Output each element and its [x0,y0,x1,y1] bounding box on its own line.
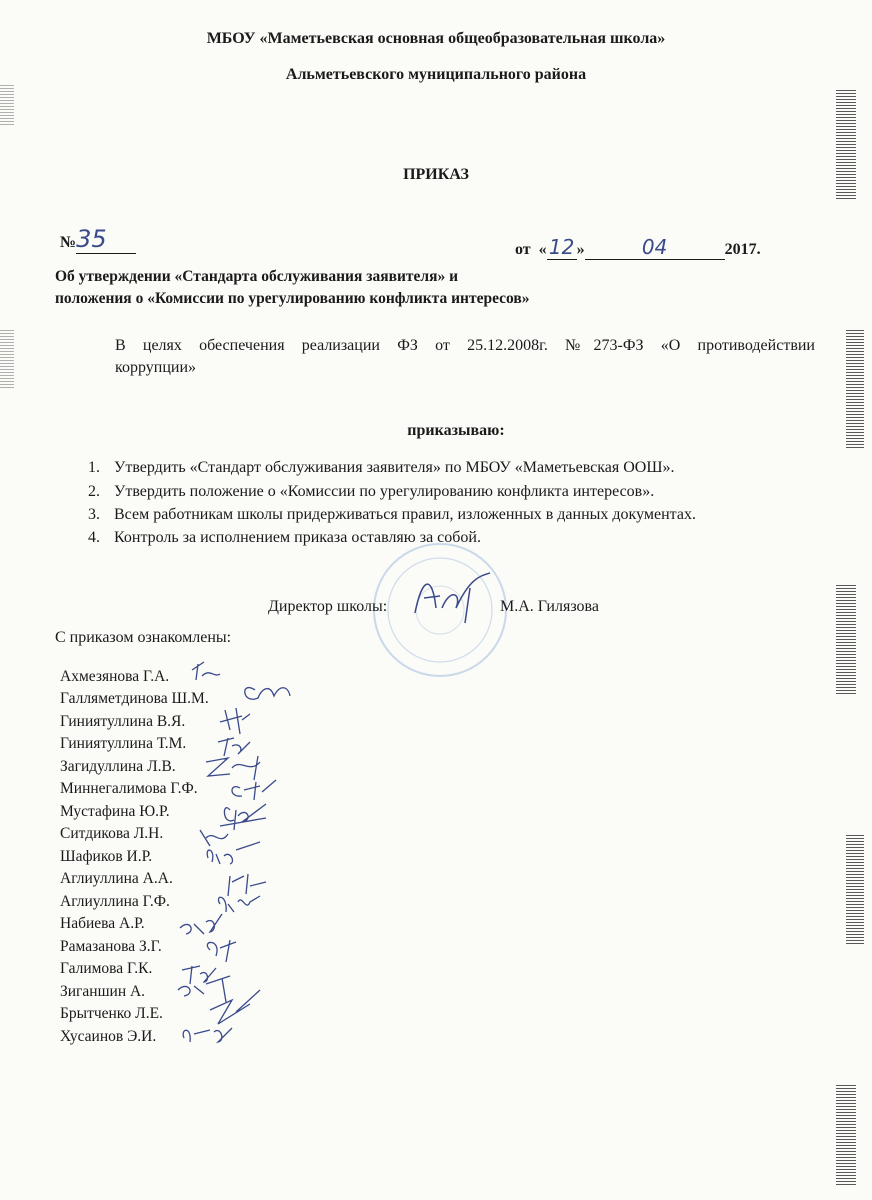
staff-name: Загидуллина Л.В. [60,758,176,775]
order-item-number: 1. [88,459,100,476]
number-handwritten: 35 [76,225,136,254]
order-item-number: 4. [88,529,100,546]
number-prefix: № [60,234,77,251]
date-year: 2017. [724,241,761,258]
staff-name: Шафиков И.Р. [60,848,153,865]
director-role: Директор школы: [268,598,388,615]
staff-name: Рамазанова З.Г. [60,938,162,955]
staff-name: Гиниятуллина Т.М. [60,735,187,752]
staff-name: Зиганшин А. [60,983,146,1000]
staff-name: Гиниятуллина В.Я. [60,713,186,730]
staff-name: Галимова Г.К. [60,960,153,977]
order-item-number: 3. [88,506,100,523]
date-day: 12 [547,235,577,260]
director-name: М.А. Гилязова [500,598,599,615]
acquainted-heading: С приказом ознакомлены: [55,629,232,646]
scan-edge-mark-left-mid [0,330,14,390]
date-month: 04 [585,235,725,260]
order-item-2 [88,483,654,501]
order-item-text: Утвердить положение о «Комиссии по урегулированию конфликта интересов». [114,483,655,500]
staff-signatures [170,650,310,1060]
order-item-text: Контроль за исполнением приказа оставляю за собой. [114,529,481,546]
scan-edge-mark-right-3 [836,585,856,695]
staff-name: Миннегалимова Г.Ф. [60,780,198,797]
staff-name: Ситдикова Л.Н. [60,825,164,842]
staff-name: Галляметдинова Ш.М. [60,690,209,707]
date-open-quote: « [538,241,547,258]
staff-name: Ахмезянова Г.А. [60,668,170,685]
order-item-number: 2. [88,483,100,500]
director-signature [410,568,500,628]
preamble-line2: коррупции» [115,359,196,376]
order-item-text: Всем работникам школы придерживаться правил, изложенных в данных документах. [114,506,696,523]
order-item-text: Утвердить «Стандарт обслуживания заявителя» по МБОУ «Маметьевская ООШ». [114,459,675,476]
org-name-line2: Альметьевского муниципального района [285,66,587,83]
staff-name: Мустафина Ю.Р. [60,803,170,820]
order-item-3 [88,506,696,524]
staff-name: Хусаинов Э.И. [60,1028,157,1045]
staff-name: Набиева А.Р. [60,915,145,932]
order-word: приказываю: [407,422,505,439]
order-item-1 [88,459,675,477]
order-date [515,235,761,260]
subject-line2: положения о «Комиссии по урегулированию конфликта интересов» [55,290,530,307]
scan-edge-mark-left-top [0,85,14,125]
org-name-line1: МБОУ «Маметьевская основная общеобразовательная школа» [206,30,666,47]
scan-edge-mark-right-5 [836,1085,856,1185]
document-title: ПРИКАЗ [403,166,469,183]
scan-edge-mark-right-4 [846,835,864,945]
order-number [60,225,136,254]
date-prefix: от [515,241,531,258]
preamble-line1: В целях обеспечения реализации ФЗ от 25.12.2008г. №273-ФЗ «О противодействии [115,337,815,354]
subject-line1: Об утверждении «Стандарта обслуживания заявителя» и [55,268,459,285]
staff-name: Аглиуллина Г.Ф. [60,893,170,910]
staff-name: Брытченко Л.Е. [60,1005,163,1022]
staff-name: Аглиуллина А.А. [60,870,173,887]
date-close-quote: » [576,241,585,258]
